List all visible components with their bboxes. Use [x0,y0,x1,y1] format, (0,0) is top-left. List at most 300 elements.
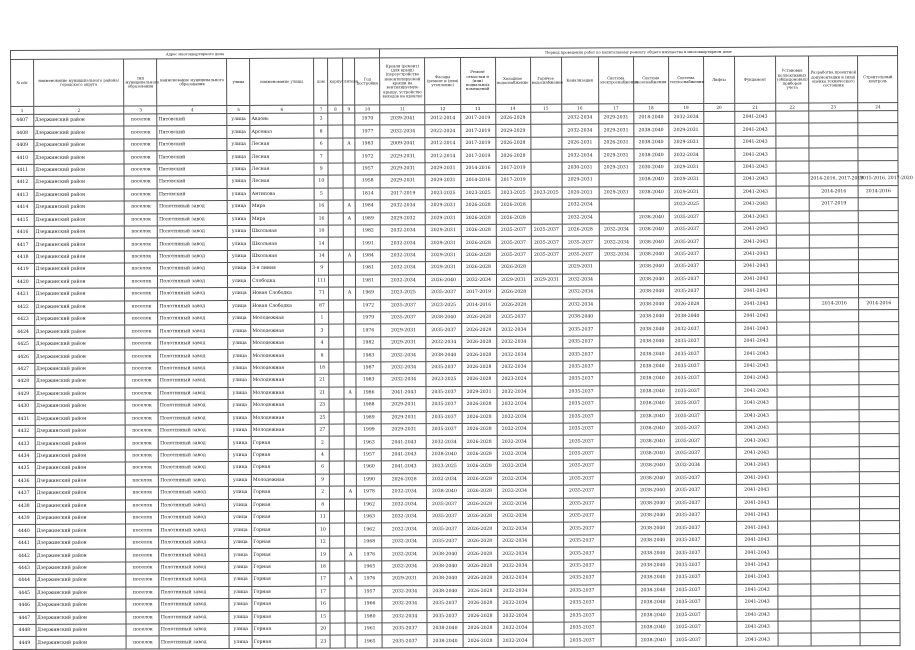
table-cell [601,622,636,635]
table-cell [704,261,735,274]
table-cell: 1961 [357,623,382,636]
table-cell [704,161,735,174]
table-cell [778,633,811,646]
table-cell [343,225,355,237]
table-cell: 2029-2031 [669,136,704,149]
table-cell [810,422,860,435]
table-cell: Дзержинский район [35,363,126,376]
table-cell: поселок [125,363,158,376]
table-cell: поселок [126,462,159,475]
table-cell: 2015-2016, 2017-2020 [858,173,898,186]
table-cell: 2026-2028 [496,150,531,163]
table-cell: 2032-2037 [669,323,704,336]
table-cell: А [343,250,355,262]
table-cell: 2029-2031 [669,174,704,187]
table-cell: 2035-2037 [563,572,600,585]
table-cell: Дзержинский район [35,562,126,575]
table-cell [329,324,343,337]
table-cell: 2035-2037 [563,485,600,498]
table-cell: 2041-2043 [736,347,777,360]
table-cell: 2035-2037 [563,410,600,423]
table-cell: 2041-2043 [736,447,777,460]
table-cell: Полотняный завод [158,412,228,425]
table-cell: 4422 [12,301,35,314]
table-cell [811,583,861,596]
table-cell: 2012-2014 [425,150,460,163]
table-cell: Пятовский [157,188,227,201]
table-cell [328,113,342,126]
table-cell [330,474,344,487]
table-cell [531,311,562,324]
table-cell: 1957 [355,163,380,176]
table-cell [706,572,737,585]
table-cell [531,162,562,175]
column-number: 21 [734,103,775,111]
table-cell [705,435,736,448]
table-cell: 2035-2037 [563,497,600,510]
table-cell: 2035-2037 [427,598,462,611]
table-cell: Полотняный завод [159,437,229,450]
table-cell [600,460,635,473]
table-cell [860,434,900,447]
table-cell: 4442 [13,550,36,563]
table-cell: Молодежная [251,424,315,437]
table-cell: 2041-2043 [736,422,777,435]
table-cell: 27 [315,424,329,437]
table-cell: Дзержинский район [35,574,126,587]
table-cell: улица [227,138,250,151]
table-cell: 2029-2031 [496,274,531,287]
table-cell [810,335,860,348]
table-cell: 2035-2037 [427,423,462,436]
column-number: 8 [328,105,342,113]
table-cell [809,148,859,161]
column-header: № п/п [11,59,34,106]
table-cell: 2035-2037 [531,224,562,237]
table-cell: 4417 [11,239,34,252]
table-cell: 2038-2040 [635,485,670,498]
table-cell: 2032-2034 [382,511,427,524]
table-cell: 2038-2040 [636,609,671,622]
table-cell [329,287,343,300]
column-header: Канализация [561,57,598,104]
table-cell: Дзержинский район [34,151,125,164]
table-cell [344,399,356,411]
table-cell: 2009-2041 [380,138,425,151]
table-cell: 4421 [12,289,35,302]
table-cell: 2038-2040 [634,137,669,150]
table-cell: 2035-2037 [563,597,600,610]
column-number: 19 [668,103,703,111]
table-cell [776,161,809,174]
table-cell: 2032-2034 [669,111,704,124]
table-cell [329,312,343,325]
table-cell: поселок [125,400,158,413]
table-cell: 2029-2031 [381,324,426,337]
table-cell: 2012-2014 [425,113,460,126]
table-cell: улица [229,623,252,636]
table-cell: Дзержинский район [35,412,126,425]
table-cell: Полотняный завод [159,586,229,599]
table-cell: 2017-2019 [496,174,531,187]
table-cell [329,188,343,201]
column-header: Холодное водоснабжение [495,57,530,104]
table-cell [344,337,356,349]
table-cell: 2026-2028 [461,336,496,349]
table-cell: 21 [315,387,329,400]
table-cell [634,199,669,212]
table-cell: 2029-2031 [382,573,427,586]
table-cell: 2038-2040 [635,547,670,560]
table-cell: 4443 [13,562,36,575]
table-cell [600,410,635,423]
table-cell [859,384,899,397]
table-cell [328,150,342,163]
table-cell: 2041-2043 [735,236,776,249]
table-cell: 1983 [356,374,381,387]
table-cell: 2035-2037 [382,635,427,648]
table-cell [601,597,636,610]
table-cell: 2032-2034 [497,460,532,473]
table-cell: 21 [315,374,329,387]
table-cell: улица [228,238,251,251]
table-cell: 2029-2031 [598,124,633,137]
table-cell: 2035-2037 [563,386,600,399]
table-cell: 2032-2034 [380,249,425,262]
table-cell: Пятовский [157,138,227,151]
table-cell: 2035-2037 [671,621,706,634]
table-cell: 2038-2040 [635,410,670,423]
table-cell: 2017-2019 [809,198,859,211]
table-cell: 2020-2021 [562,187,599,200]
column-number: 6 [250,105,314,113]
table-cell [777,459,810,472]
table-cell [329,300,343,313]
table-cell: 2041-2043 [737,634,778,647]
table-cell [810,347,860,360]
table-cell [704,111,735,124]
column-number: 20 [704,103,735,111]
table-cell: 16 [314,200,328,213]
table-cell: Молодежная [251,362,315,375]
table-cell: 2032-2034 [427,473,462,486]
table-cell: Полотняный завод [159,623,229,636]
table-cell: 2023-2025 [381,287,426,300]
table-cell: 4428 [12,376,35,389]
table-cell [777,397,810,410]
column-number: 24 [858,103,898,111]
table-cell: 1982 [356,337,381,350]
table-cell: 2035-2037 [426,324,461,337]
table-cell: 4434 [12,450,35,463]
table-cell [776,211,809,224]
table-cell: 2038-2040 [634,311,669,324]
table-cell: 2029-2031 [426,224,461,237]
table-cell: 2029-2031 [669,124,704,137]
table-cell: поселок [126,611,159,624]
table-cell: 2035-2037 [670,348,705,361]
table-cell: 18 [315,362,329,375]
table-cell: 2038-2040 [635,497,670,510]
table-cell [600,584,635,597]
table-cell: 1983 [356,349,381,362]
table-cell: Дзержинский район [36,587,127,600]
table-cell: Дзержинский район [34,176,125,189]
table-cell: 4429 [12,388,35,401]
column-number: 2 [33,106,124,114]
table-cell [810,434,860,447]
table-cell: 2035-2037 [670,472,705,485]
table-cell: Полотняный завод [159,636,229,649]
table-cell [345,610,357,622]
table-cell [330,586,344,599]
column-header: Система электроснабжения [598,57,633,104]
table-cell [329,362,343,375]
table-cell: 16 [314,213,328,226]
table-cell: 2032-2034 [561,112,598,125]
table-cell: 2035-2037 [670,534,705,547]
table-cell: 2026-2028 [461,212,496,225]
table-cell: Дзержинский район [34,214,125,227]
table-cell: Пятовский [157,126,227,139]
table-cell: Полотняный завод [159,474,229,487]
table-cell: 2035-2037 [671,584,706,597]
table-cell: Пятовский [157,114,227,127]
table-cell: 2038-2040 [635,348,670,361]
table-cell: 10 [316,524,330,537]
table-cell [532,460,563,473]
table-cell [600,361,635,374]
table-cell: 2041-2043 [735,173,776,186]
table-cell: 2026-2028 [462,573,497,586]
table-cell: 2032-2034 [497,572,532,585]
table-cell [778,521,811,534]
table-cell: 2032-2034 [382,523,427,536]
table-cell: 2041-2043 [735,285,776,298]
table-cell: 2035-2037 [381,312,426,325]
table-cell: 4440 [13,525,36,538]
table-cell: Дзержинский район [36,624,127,637]
table-cell: Дзержинский район [34,226,125,239]
table-cell: Молодежная [251,337,315,350]
table-cell [330,449,344,462]
table-cell: Дзержинский район [34,126,125,139]
table-cell: Дзержинский район [34,164,125,177]
table-cell: 2041-2043 [735,161,776,174]
table-cell: поселок [125,412,158,425]
table-cell: Пятовский [157,176,227,189]
table-cell: 2035-2037 [531,236,562,249]
table-cell: Авдонь [250,113,314,126]
table-cell: улица [229,549,252,562]
table-cell: Дзержинский район [34,313,125,326]
table-cell [777,310,810,323]
table-cell: Дзержинский район [34,263,125,276]
table-cell: 4433 [12,438,35,451]
table-cell: поселок [126,574,159,587]
table-cell: 2032-2034 [461,274,496,287]
table-cell [778,534,811,547]
table-cell: 2026-2028 [496,199,531,212]
table-cell: 2026-2028 [462,486,497,499]
table-cell [705,410,736,423]
table-cell: поселок [124,139,157,152]
column-number: 10 [355,105,380,113]
table-cell: 2035-2037 [564,634,601,647]
table-cell: Полотняный завод [158,375,228,388]
table-cell [860,484,900,497]
table-cell: Полотняный завод [158,250,228,263]
table-cell: 2041-2043 [381,448,426,461]
table-cell: 1981 [356,275,381,288]
column-header: наименование муниципального образования [157,59,227,106]
table-cell: 2032-2034 [497,473,532,486]
table-cell: поселок [126,562,159,575]
table-cell [532,498,563,511]
table-cell: улица [229,487,252,500]
column-header: наименование улицы [250,58,314,105]
table-cell: 2023-2024 [496,373,531,386]
table-cell: 2026-2028 [496,299,531,312]
table-cell: 2032-2034 [380,200,425,213]
table-cell: 2023-2025 [426,374,461,387]
table-cell [809,223,859,236]
table-cell: 2038-2040 [636,597,671,610]
table-cell: Молодежная [251,349,315,362]
table-cell: улица [228,325,251,338]
table-cell: 2041-2043 [735,136,776,149]
column-header: Лифты [703,56,734,103]
table-cell [777,434,810,447]
table-cell: 2032-2034 [562,298,599,311]
table-cell: 2035-2037 [426,361,461,374]
table-cell [777,497,810,510]
table-cell: 2035-2037 [563,448,600,461]
table-cell: поселок [126,512,159,525]
table-cell: 2023-2025 [496,187,531,200]
table-cell: 2038-2040 [635,559,670,572]
table-cell [777,447,810,460]
table-cell: 2029-2031 [426,262,461,275]
table-cell: 2038-2040 [634,211,669,224]
table-cell: 2030-2031 [562,162,599,175]
table-cell: 2032-2034 [562,211,599,224]
table-cell [330,461,344,474]
table-cell [704,149,735,162]
table-cell: 2041-2043 [736,459,777,472]
table-cell [344,312,356,324]
table-cell: А [344,387,356,399]
table-cell: 2035-2037 [496,224,531,237]
table-cell: улица [228,250,251,263]
table-cell: 2032-2034 [498,622,533,635]
table-cell [777,372,810,385]
table-cell: Дзержинский район [34,301,125,314]
table-cell: 4426 [12,351,35,364]
table-cell: 1968 [357,536,382,549]
table-cell [776,248,809,261]
table-cell: 2035-2037 [670,373,705,386]
table-cell [344,411,356,423]
table-cell [343,125,355,137]
table-cell: 2026-2028 [462,411,497,424]
table-cell [705,509,736,522]
table-cell [531,261,562,274]
table-cell: 2038-2040 [428,635,463,648]
table-cell [776,111,809,124]
column-header: дом [314,58,329,105]
table-cell: 2035-2037 [669,286,704,299]
table-cell [811,546,861,559]
table-cell: 2035-2037 [531,249,562,262]
table-cell: 2026-2028 [463,635,498,648]
table-cell: 2038-2040 [427,585,462,598]
table-cell [705,348,736,361]
table-cell: 2035-2037 [563,560,600,573]
column-header: Установка коллективных (общедомовых) приборов учета [775,56,808,103]
table-cell: 2029-2029 [495,125,530,138]
table-cell: 2041-2043 [736,497,777,510]
table-cell: 2029-2031 [426,200,461,213]
table-cell [778,621,811,634]
table-cell: 23 [315,399,329,412]
table-cell [344,523,356,535]
table-cell: Полотняный завод [158,213,228,226]
column-header: Строительный контроль [858,56,898,103]
table-cell: улица [229,574,252,587]
table-cell: 2032-2034 [426,336,461,349]
table-cell: 2029-2031 [426,237,461,250]
table-cell [776,223,809,236]
column-header: улица [227,58,250,105]
table-cell: 2032-2034 [381,361,426,374]
table-cell [599,273,634,286]
table-cell: 2032-2034 [497,585,532,598]
table-cell: 2017-2019 [380,187,425,200]
table-cell: А [343,212,355,224]
table-cell: 2041-2043 [735,260,776,273]
table-cell: 2035-2037 [563,423,600,436]
table-cell [860,596,900,609]
table-cell [344,374,356,386]
table-cell [811,559,861,572]
table-cell: 4448 [13,624,36,637]
table-cell [860,496,900,509]
table-cell [810,509,860,522]
column-number: 11 [380,105,425,113]
table-cell: поселок [125,288,158,301]
table-cell: 2038-2040 [634,224,669,237]
column-number: 1 [11,106,34,114]
table-cell: улица [229,499,252,512]
table-cell: 2035-2037 [670,360,705,373]
table-cell: 2035-2037 [427,399,462,412]
table-cell: 2035-2037 [669,211,704,224]
table-cell [600,572,635,585]
table-cell [599,323,634,336]
table-cell [860,459,900,472]
table-cell [599,311,634,324]
table-cell: 4435 [12,463,35,476]
table-cell [345,561,357,573]
table-cell: Молодежная [251,312,315,325]
table-cell: 7 [314,150,328,163]
column-number: 4 [157,106,227,114]
table-cell: поселок [126,586,159,599]
table-cell: Полотняный завод [159,536,229,549]
table-cell [705,472,736,485]
table-cell: 2035-2037 [562,361,599,374]
